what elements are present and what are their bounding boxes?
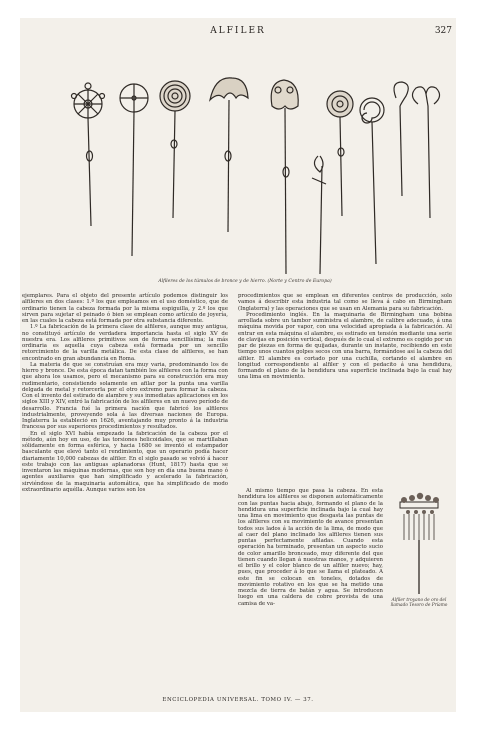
pins-illustration: [50, 46, 450, 278]
left-column: [22, 293, 228, 493]
paragraph: procedimientos que se emplean en diferentes centros de producción, solo vamos á describir esta industria tal como se lleva á cabo en Birmingham (Inglaterra) y las operaciones que se usan en Alemania para su fabricación.: [238, 293, 452, 312]
trojan-pin-illustration: [386, 488, 452, 604]
page-footer: ENCICLOPEDIA UNIVERSAL. TOMO IV. — 37.: [162, 697, 314, 703]
paragraph: La materia de que se construían era muy varia, predominando los de hierro y bronce. De esta época datan también los alfileres con la forma con que ahora los usamos, pero el mecanismo para su construcción era muy rudimentario, consistiendo solamente en afilar por la punta una varilla delgada de metal y retorcerla por el otro extremo para formar la cabeza. Con el invento del estirado de alambre y sus inmediatas aplicaciones en los siglos XIII y XIV, entró la fabricación de los alfileres en un nuevo período de desarrollo. Francia fué la primera nación que fabricó los alfileres industrialmente, proveyendo sola á las diversas naciones de Europa. Inglaterra la estableció en 1626, aventajando muy pronto á la industria francesa por sus superiores procedimientos y resultados.: [22, 361, 228, 431]
page-header: [20, 26, 456, 38]
pin-cross-disc: [120, 84, 148, 256]
paragraph: ejemplares. Para el objeto del presente artículo podemos distinguir los alfileres en dos clases: 1.º los que empleamos en el uso doméstico, que de ordinario tienen la cabeza formada por la misma espiguilla, y 2.º los que sirven para sujetar el peinado ó bien se emplean como artículo de joyería, en las cuales la cabeza está formada por otra substancia diferente.: [22, 293, 228, 324]
paragraph: Procedimiento inglés. En la maquinaria de Birmingham una bobina arrollada sobre un tambor suministra el alambre, de calibre adecuado, á una máquina movida por vapor, con una velocidad apropiada á la fabricación. Al entrar en esta máquina el alambre, es estirado en tensión mediante una serie de clavijas en posición vertical, después de lo cual el extremo es cogido por un par de piezas en forma de quijadas, durante un instante, recibiendo en este tiempo unos cuantos golpes secos con una barra, formándose así la cabeza del alfiler. El alambre es cortado por una cuchilla, cortando el alambre en longitud correspondiente al alfiler y con el pedacito á una hendidura, formando el plano de la hendidura una superficie inclinada bajo la cual hay una lima en movimiento.: [238, 311, 452, 381]
pin-crown-head: [210, 78, 248, 232]
pin-hook-head: [312, 156, 326, 274]
running-title: ALFILER: [210, 26, 266, 36]
right-column-top: [238, 293, 452, 381]
paragraph: 1.º La fabricación de la primera clase de alfileres, aunque muy antigua, no constituyó artículo de verdadera importancia hasta el siglo XV de nuestra era. Los alfileres primitivos son de forma sencillísima; la más ordinaria es aquella cuya cabeza está formada por un sencillo retorcimiento de la varilla metálica. De esta clase de alfileres, se han encontrado en gran abundancia en Roma.: [22, 324, 228, 362]
right-column-narrow: [238, 488, 383, 607]
paragraph: Al mismo tiempo que pasa la cabeza. En esta hendidura los alfileres se disponen automáticamente con las puntas hacia abajo, formando el plano de la hendidura una superficie inclinada bajo la cual hay una lima en movimiento que desgasta las puntas de los alfileres con su movimiento de avance presentan todos sus lados á la acción de la lima, de modo que al caer del plano inclinado los alfileres tienen sus puntas perfectamente afiladas. Cuando esta operación ha terminado, presentan un aspecto sucio de color amarillo bronceado, muy diferente del que tienen cuando llegan á nuestras manos, y adquieren el brillo y el color blanco de un alfiler nuevo; hay, pues, que proceder á lo que se llama el plateado. A este fin se colocan en toneles, dotados de movimiento rotativo en los que se ha metido una mezcla de tierra de batán y agua. Se introducen luego en una caldera de cobre provista de una camisa de va-: [238, 488, 383, 607]
figure-caption: Alfileres de los túmulos de bronce y de hierro. (Norte y Centro de Europa): [158, 279, 332, 284]
pin-spiral-coil: [360, 98, 384, 264]
pin-double-spiral: [412, 87, 439, 218]
pin-rosette-disc: [327, 91, 353, 216]
pin-bell-head: [271, 80, 298, 274]
page-number: 327: [434, 26, 452, 36]
book-page: [20, 18, 456, 712]
paragraph: En el siglo XVI había empezado la fabricación de la cabeza por el método, aún hoy en uso, de las torsiones helicoidales, que se martillaban sólidamente en forma esférica, y hacia 1680 se inventó el estampador basculante que elevó tanto el rendimiento, que un operario podía hacer diariamente 10,000 cabezas de alfiler. En el siglo pasado se volvió á hacer este trabajo con las antiguas aplanadoras (Hunt, 1817) hasta que se inventaron las máquinas modernas, que son hoy en día una buena mano ó agentes auxiliares que han simplificado y acelerado la fabricación, sirviéndose de la maquinaria automática, que ha simplificado de modo extraordinario aquélla. Aunque varios son los: [22, 430, 228, 493]
pin-wheel-head: [72, 83, 105, 226]
inset-caption: Alfiler troyano de oro del llamado Tesoro de Príamo: [390, 598, 448, 609]
pin-spiral-disc: [160, 81, 190, 218]
pin-loop-head: [394, 82, 408, 196]
